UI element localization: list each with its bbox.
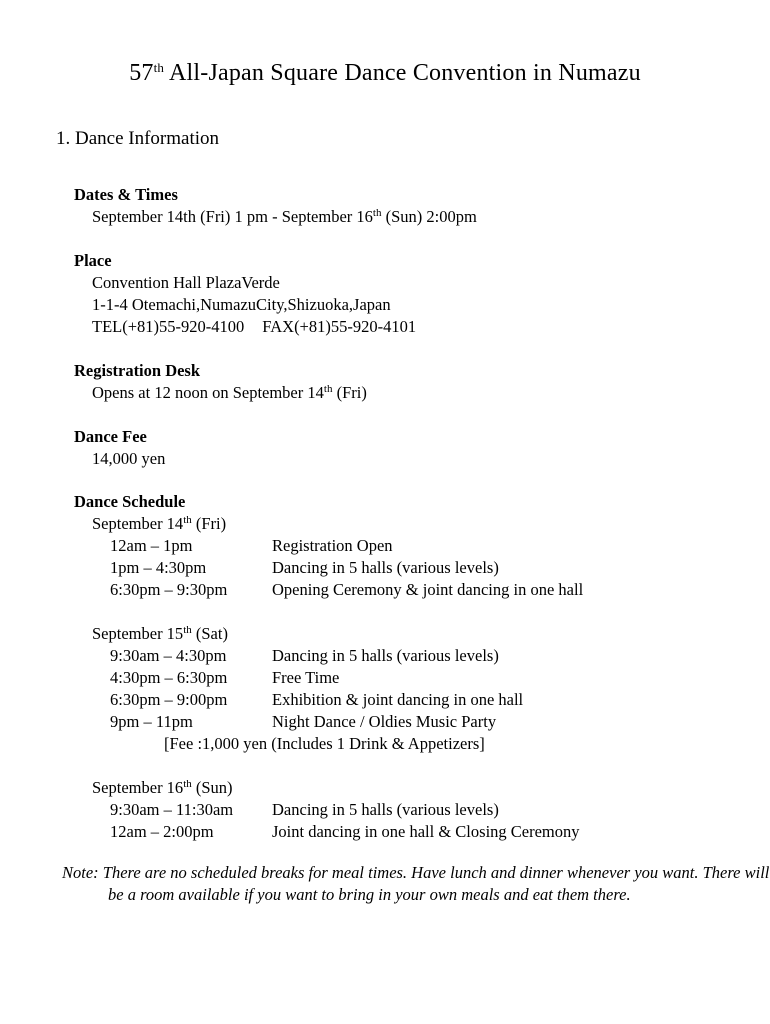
fee-value: 14,000 yen — [92, 449, 166, 468]
fee-heading: Dance Fee — [74, 427, 147, 446]
schedule-desc: Exhibition & joint dancing in one hall — [272, 690, 524, 709]
schedule-row — [74, 645, 754, 667]
schedule-heading: Dance Schedule — [74, 492, 186, 511]
title-number: 57 — [129, 60, 154, 86]
schedule-block — [74, 491, 754, 843]
party-fee-note: [Fee :1,000 yen (Includes 1 Drink & Appetizers] — [164, 734, 485, 753]
schedule-time: 9pm – 11pm — [110, 712, 193, 731]
day-label-suffix: th — [183, 778, 192, 790]
day-label-weekday: (Sat) — [191, 624, 228, 643]
dates-value-start: September 14th (Fri) 1 pm - September 16 — [92, 207, 373, 226]
place-name: Convention Hall PlazaVerde — [92, 273, 280, 292]
page-title — [0, 60, 770, 87]
fee-block — [74, 426, 754, 470]
place-address: 1-1-4 Otemachi,NumazuCity,Shizuoka,Japan — [92, 295, 391, 314]
place-block — [74, 250, 754, 338]
schedule-row — [74, 689, 754, 711]
schedule-desc: Opening Ceremony & joint dancing in one hall — [272, 580, 584, 599]
dates-heading: Dates & Times — [74, 185, 178, 204]
schedule-row — [74, 579, 754, 601]
schedule-time: 4:30pm – 6:30pm — [110, 668, 228, 687]
schedule-desc: Night Dance / Oldies Music Party — [272, 712, 497, 731]
schedule-time: 12am – 2:00pm — [110, 822, 214, 841]
registration-block — [74, 360, 754, 404]
schedule-desc: Dancing in 5 halls (various levels) — [272, 646, 499, 665]
schedule-day-label — [74, 623, 754, 645]
day-label-weekday: (Sun) — [191, 778, 233, 797]
title-text: All-Japan Square Dance Convention in Numazu — [164, 60, 641, 86]
schedule-row — [74, 667, 754, 689]
day-label-date: September 15 — [92, 624, 184, 643]
registration-heading: Registration Desk — [74, 361, 201, 380]
schedule-time: 9:30am – 4:30pm — [110, 646, 227, 665]
schedule-row — [74, 711, 754, 733]
schedule-time: 6:30pm – 9:30pm — [110, 580, 228, 599]
schedule-desc: Free Time — [272, 668, 340, 687]
dates-value-end: (Sun) 2:00pm — [381, 207, 477, 226]
meal-note: Note: There are no scheduled breaks for meal times. Have lunch and dinner whenever you want. There will be a room available if you want to bring in your own meals and eat them there. — [62, 863, 770, 904]
registration-value-end: (Fri) — [332, 383, 367, 402]
schedule-desc: Registration Open — [272, 536, 393, 555]
day-label-weekday: (Fri) — [191, 514, 227, 533]
dates-block — [74, 184, 754, 228]
day-label-suffix: th — [183, 624, 192, 636]
schedule-day-label — [74, 513, 754, 535]
schedule-desc: Dancing in 5 halls (various levels) — [272, 800, 499, 819]
schedule-time: 12am – 1pm — [110, 536, 193, 555]
schedule-day-label — [74, 777, 754, 799]
schedule-desc: Dancing in 5 halls (various levels) — [272, 558, 499, 577]
registration-value-suffix: th — [323, 383, 333, 395]
title-ordinal-suffix: th — [153, 60, 165, 75]
registration-value — [74, 382, 754, 404]
place-heading: Place — [74, 251, 112, 270]
section-heading: 1. Dance Information — [56, 128, 220, 149]
schedule-desc: Joint dancing in one hall & Closing Ceremony — [272, 822, 580, 841]
place-contact — [74, 316, 754, 338]
schedule-row — [74, 557, 754, 579]
schedule-row — [74, 535, 754, 557]
place-tel: TEL(+81)55-920-4100 — [92, 317, 245, 336]
schedule-row — [74, 821, 754, 843]
schedule-time: 9:30am – 11:30am — [110, 800, 234, 819]
registration-value-start: Opens at 12 noon on September 14 — [92, 383, 324, 402]
schedule-time: 1pm – 4:30pm — [110, 558, 207, 577]
dates-value-suffix: th — [372, 207, 382, 219]
schedule-row — [74, 799, 754, 821]
place-fax: FAX(+81)55-920-4101 — [262, 317, 417, 336]
day-label-date: September 16 — [92, 778, 184, 797]
dates-value — [74, 206, 754, 228]
day-label-suffix: th — [183, 514, 192, 526]
schedule-time: 6:30pm – 9:00pm — [110, 690, 228, 709]
day-label-date: September 14 — [92, 514, 184, 533]
